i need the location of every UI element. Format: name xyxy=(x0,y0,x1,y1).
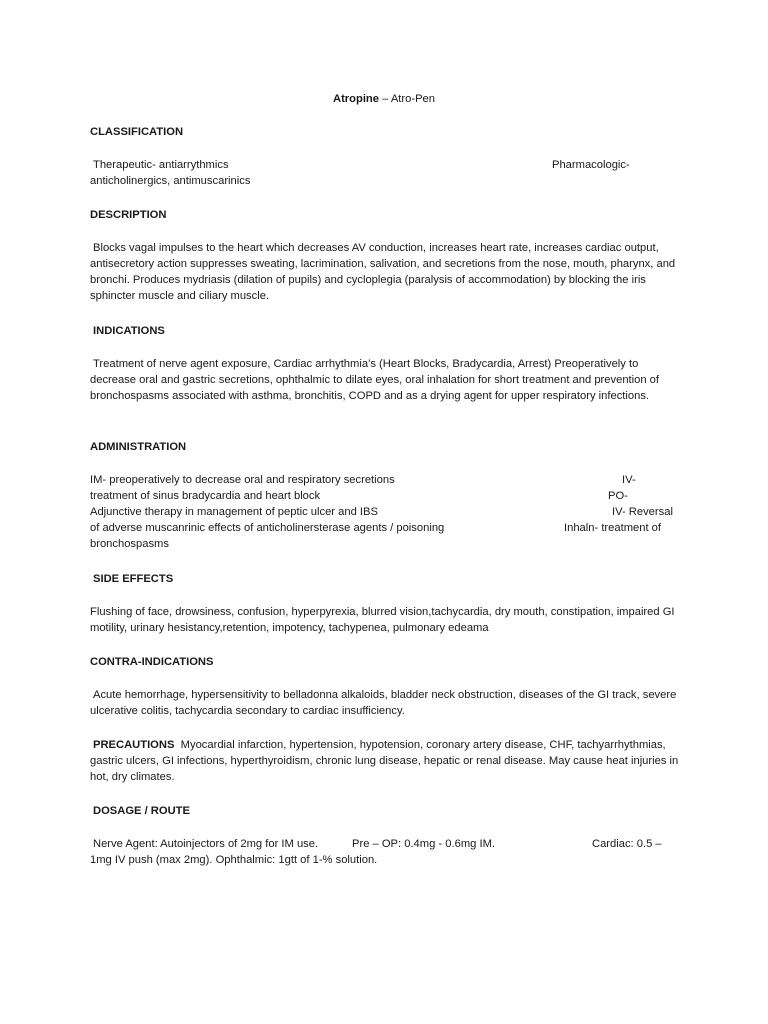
pharmacologic-label: Pharmacologic- xyxy=(552,159,630,171)
dosage-heading: DOSAGE / ROUTE xyxy=(93,805,190,817)
document-title xyxy=(0,91,768,107)
drug-brand: – Atro-Pen xyxy=(379,93,435,105)
administration-line: bronchospasms xyxy=(90,538,169,550)
dosage-nerve-agent: Nerve Agent: Autoinjectors of 2mg for IM use. xyxy=(93,838,319,850)
dosage-pre-op: Pre – OP: 0.4mg - 0.6mg IM. xyxy=(352,838,496,850)
dosage-ophthalmic: 1mg IV push (max 2mg). Ophthalmic: 1gtt of 1-% solution. xyxy=(90,854,378,866)
precautions-heading: PRECAUTIONS xyxy=(93,739,175,751)
administration-line: IM- preoperatively to decrease oral and respiratory secretions IV- xyxy=(90,474,636,486)
drug-name: Atropine xyxy=(333,93,379,105)
classification-section xyxy=(90,157,680,189)
contra-indications-heading: CONTRA-INDICATIONS xyxy=(90,656,214,668)
administration-line: of adverse muscanrinic effects of anticholinersterase agents / poisoning Inhaln- treatment of xyxy=(90,522,662,534)
side-effects-text: Flushing of face, drowsiness, confusion, hyperpyrexia, blurred vision,tachycardia, dry mouth, constipation, impaired GI motility, urinary hesistancy,retention, impotency, tachypenea, pulmonary edeama xyxy=(90,606,675,634)
administration-line: treatment of sinus bradycardia and heart block PO- xyxy=(90,490,628,502)
precautions-section xyxy=(90,737,680,785)
indications-heading: INDICATIONS xyxy=(93,325,165,337)
description-heading: DESCRIPTION xyxy=(90,209,167,221)
classification-heading: CLASSIFICATION xyxy=(90,126,184,138)
description-text: Blocks vagal impulses to the heart which decreases AV conduction, increases heart rate, increases cardiac output, antisecretory action suppresses sweating, lacrimination, salivation, and secretions from the nose, mouth, pharynx, and bronchi. Produces mydriasis (dilation of pupils) and cycloplegia (paralysis of accommodation) by blocking the iris sphincter muscle and ciliary muscle. xyxy=(90,242,676,302)
side-effects-heading: SIDE EFFECTS xyxy=(93,573,174,585)
therapeutic-class: Therapeutic- antiarrythmics xyxy=(93,159,229,171)
administration-line: Adjunctive therapy in management of peptic ulcer and IBS IV- Reversal xyxy=(90,506,673,518)
administration-heading: ADMINISTRATION xyxy=(90,441,187,453)
dosage-cardiac: Cardiac: 0.5 – xyxy=(592,838,662,850)
precautions-text: Myocardial infarction, hypertension, hypotension, coronary artery disease, CHF, tachyarrhythmias, gastric ulcers, GI infections, hyperthyroidism, chronic lung disease, hepatic or renal disease. May cause heat injuries in hot, dry climates. xyxy=(90,739,679,783)
indications-text: Treatment of nerve agent exposure, Cardiac arrhythmia’s (Heart Blocks, Bradycardia, Arrest) Preoperatively to decrease oral and gastric secretions, ophthalmic to dilate eyes, oral inhalation for short treatment and prevention of bronchospasms associated with asthma, bronchitis, COPD and as a drying agent for upper respiratory infections. xyxy=(90,358,660,402)
pharmacologic-class: anticholinergics, antimuscarinics xyxy=(90,175,251,187)
contra-indications-text: Acute hemorrhage, hypersensitivity to belladonna alkaloids, bladder neck obstruction, diseases of the GI track, severe ulcerative colitis, tachycardia secondary to cardiac insufficiency. xyxy=(90,689,677,717)
dosage-section xyxy=(90,836,680,868)
administration-section xyxy=(90,472,680,552)
